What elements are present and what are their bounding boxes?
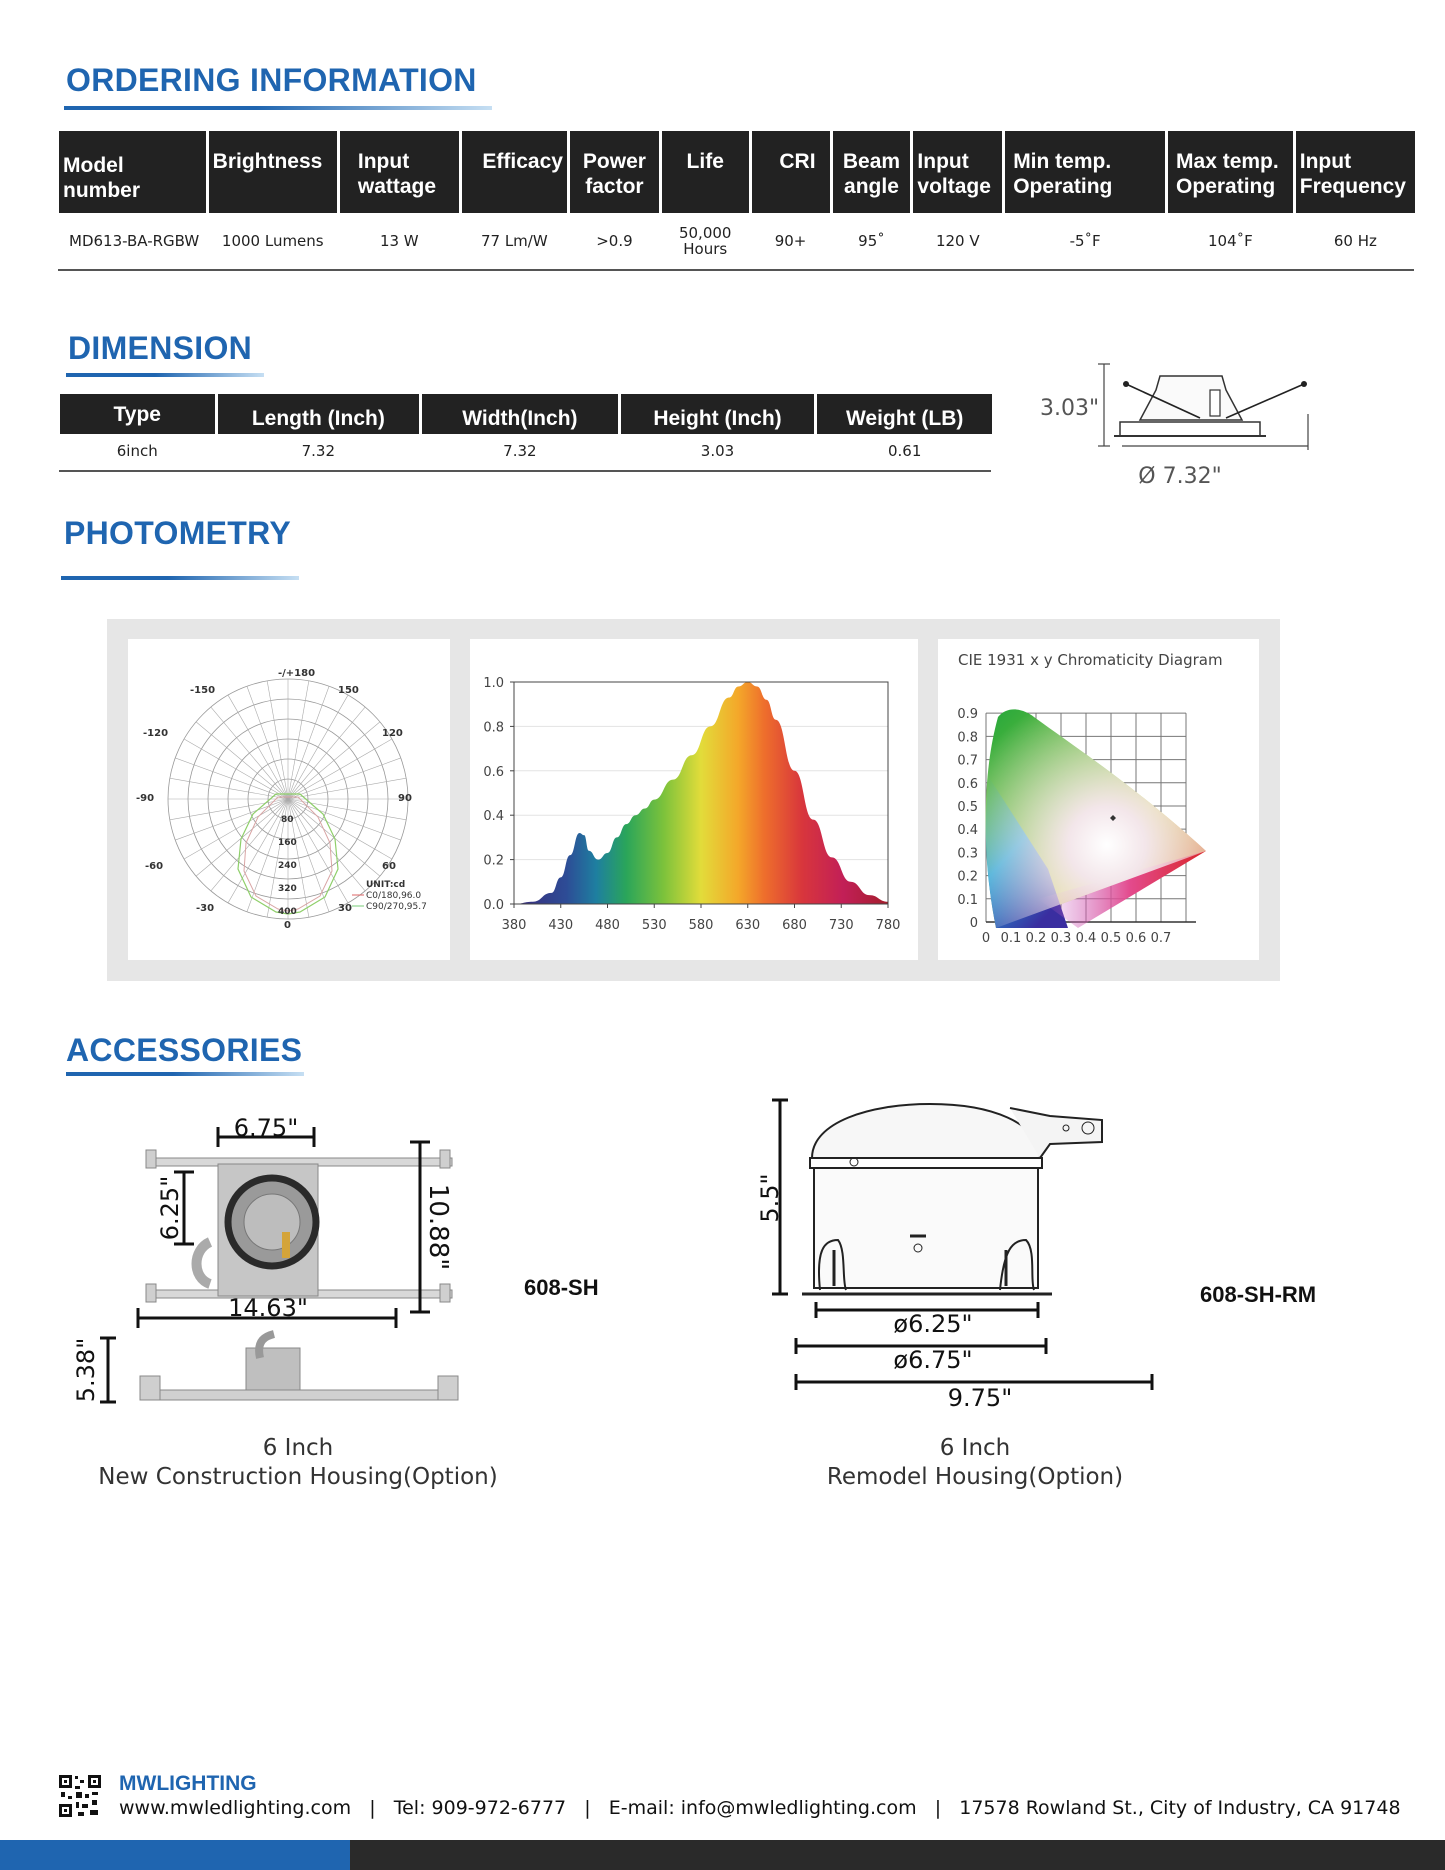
ordering-header-row bbox=[59, 131, 1415, 213]
spectrum-x-tick-label: 480 bbox=[595, 918, 620, 933]
polar-legend-c0: C0/180,96.0 bbox=[366, 891, 422, 901]
cie-panel bbox=[938, 639, 1259, 960]
spectrum-x-tick-label: 780 bbox=[875, 918, 901, 933]
cell-input-frequency: 60 Hz bbox=[1296, 213, 1415, 269]
cie-y-tick-label: 0.5 bbox=[957, 799, 978, 815]
spectrum-y-tick-label: 0.8 bbox=[483, 720, 504, 736]
polar-ring-240: 240 bbox=[278, 861, 297, 871]
dim-header-weight: Weight (LB) bbox=[817, 394, 992, 434]
cie-chromaticity-diagram bbox=[938, 639, 1259, 960]
dim-cell-width: 7.32 bbox=[422, 434, 617, 468]
cell-input-voltage: 120 V bbox=[913, 213, 1002, 269]
spectrum-y-tick-label: 0.6 bbox=[483, 764, 504, 780]
dim-cell-weight: 0.61 bbox=[817, 434, 992, 468]
right-dim-3: 9.75" bbox=[947, 1384, 1013, 1412]
cie-y-tick-label: 0 bbox=[969, 916, 978, 931]
left-dim-depth: 5.38" bbox=[72, 1337, 100, 1403]
dimension-title: DIMENSION bbox=[68, 330, 253, 366]
polar-angle-0: 0 bbox=[284, 920, 291, 931]
spectrum-x-tick-label: 680 bbox=[782, 918, 807, 933]
cie-x-tick-label: 0 bbox=[981, 931, 991, 946]
spectrum-x-tick-label: 530 bbox=[641, 918, 667, 933]
qr-code-icon bbox=[58, 1774, 102, 1818]
cie-y-tick-label: 0.2 bbox=[957, 869, 978, 885]
cie-title: CIE 1931 x y Chromaticity Diagram bbox=[958, 651, 1223, 669]
header-input-wattage: Input wattage bbox=[340, 131, 459, 213]
spectrum-x-tick-label: 580 bbox=[688, 918, 714, 933]
polar-angle-m150: -150 bbox=[190, 685, 216, 696]
ordering-title: ORDERING INFORMATION bbox=[66, 62, 477, 98]
left-dim-height: 10.88" bbox=[423, 1183, 453, 1271]
dimension-data-row bbox=[60, 434, 992, 468]
header-efficacy: Efficacy bbox=[462, 131, 567, 213]
cie-x-tick-label: 0.4 bbox=[1075, 931, 1097, 946]
dimension-bottom-rule bbox=[59, 470, 991, 472]
footer-contact-line: www.mwledlighting.com | Tel: 909-972-6777 | E-mail: info@mwledlighting.com | 17578 Rowland St., City of Industry, CA 91748 bbox=[119, 1797, 1401, 1819]
cell-cri: 90+ bbox=[752, 213, 830, 269]
cie-y-tick-label: 0.6 bbox=[957, 776, 978, 792]
spectral-distribution-chart bbox=[470, 639, 918, 960]
accessories-title: ACCESSORIES bbox=[66, 1032, 303, 1068]
polar-angle-m60: -60 bbox=[145, 861, 164, 872]
polar-angle-m120: -120 bbox=[143, 728, 169, 739]
cie-y-tick-label: 0.4 bbox=[957, 823, 978, 839]
right-dim-1: ø6.25" bbox=[893, 1310, 973, 1338]
photometry-underline bbox=[61, 576, 299, 580]
polar-ring-400: 400 bbox=[278, 907, 297, 917]
cie-y-tick-label: 0.9 bbox=[957, 707, 978, 723]
cell-power-factor: >0.9 bbox=[570, 213, 659, 269]
header-cri: CRI bbox=[752, 131, 830, 213]
header-max-temp: Max temp. Operating bbox=[1168, 131, 1293, 213]
polar-ring-160: 160 bbox=[278, 838, 297, 848]
spectrum-x-tick-label: 630 bbox=[735, 918, 761, 933]
dimension-header-row bbox=[60, 394, 992, 434]
cie-gamut bbox=[986, 709, 1206, 928]
header-input-voltage: Input voltage bbox=[913, 131, 1002, 213]
spectrum-x-tick-label: 430 bbox=[548, 918, 574, 933]
header-beam-angle: Beam angle bbox=[833, 131, 911, 213]
cie-x-tick-label: 0.6 bbox=[1125, 931, 1147, 946]
cie-y-tick-label: 0.3 bbox=[957, 846, 978, 862]
polar-distribution-chart bbox=[128, 639, 450, 960]
accessories-underline bbox=[66, 1072, 304, 1076]
header-life: Life bbox=[662, 131, 749, 213]
dim-header-length: Length (Inch) bbox=[218, 394, 420, 434]
cell-efficacy: 77 Lm/W bbox=[462, 213, 567, 269]
spectrum-y-tick-label: 1.0 bbox=[483, 676, 504, 691]
header-model-number: Model number bbox=[59, 131, 206, 213]
cell-beam-angle: 95˚ bbox=[833, 213, 911, 269]
spectrum-panel bbox=[470, 639, 918, 960]
right-dim-2: ø6.75" bbox=[893, 1346, 973, 1374]
polar-angle-30: 30 bbox=[338, 903, 352, 914]
cie-x-tick-label: 0.1 bbox=[1000, 931, 1022, 946]
footer-brand: MWLIGHTING bbox=[119, 1772, 257, 1795]
cell-min-temp: -5˚F bbox=[1005, 213, 1165, 269]
left-model-label: 608-SH bbox=[524, 1275, 599, 1300]
header-min-temp: Min temp. Operating bbox=[1005, 131, 1165, 213]
dimension-underline bbox=[66, 373, 264, 377]
dim-cell-length: 7.32 bbox=[218, 434, 420, 468]
left-dim-top: 6.75" bbox=[233, 1114, 299, 1142]
cie-y-tick-label: 0.8 bbox=[957, 730, 978, 746]
left-dim-side: 6.25" bbox=[156, 1175, 184, 1241]
right-model-label: 608-SH-RM bbox=[1200, 1282, 1317, 1307]
polar-ring-80: 80 bbox=[281, 815, 294, 825]
cie-x-tick-label: 0.2 bbox=[1025, 931, 1047, 946]
remodel-housing-drawing bbox=[750, 1090, 1170, 1420]
left-caption-size: 6 Inch bbox=[262, 1435, 334, 1461]
cell-max-temp: 104˚F bbox=[1168, 213, 1293, 269]
polar-legend-c90: C90/270,95.7 bbox=[366, 902, 427, 912]
dim-header-width: Width(Inch) bbox=[422, 394, 617, 434]
cie-y-tick-label: 0.1 bbox=[957, 892, 978, 908]
polar-angle-150: 150 bbox=[338, 685, 359, 696]
header-power-factor: Power factor bbox=[570, 131, 659, 213]
cie-x-tick-label: 0.5 bbox=[1100, 931, 1122, 946]
downlight-dimension-drawing bbox=[1040, 360, 1320, 495]
spectrum-x-tick-label: 730 bbox=[828, 918, 854, 933]
cell-model-number: MD613-BA-RGBW bbox=[59, 213, 206, 269]
ordering-data-row bbox=[59, 213, 1415, 269]
left-caption-name: New Construction Housing(Option) bbox=[98, 1464, 498, 1490]
new-construction-housing-drawing bbox=[60, 1100, 540, 1420]
drawing-height-label: 3.03" bbox=[1040, 396, 1100, 421]
ordering-bottom-rule bbox=[58, 269, 1414, 271]
polar-unit: UNIT:cd bbox=[366, 880, 406, 890]
header-brightness: Brightness bbox=[209, 131, 337, 213]
dimension-table bbox=[57, 394, 995, 468]
cell-brightness: 1000 Lumens bbox=[209, 213, 337, 269]
polar-panel bbox=[128, 639, 450, 960]
cie-x-tick-label: 0.3 bbox=[1050, 931, 1072, 946]
polar-ring-320: 320 bbox=[278, 884, 297, 894]
drawing-diameter-label: Ø 7.32" bbox=[1138, 464, 1222, 489]
spectrum-area bbox=[514, 682, 888, 904]
left-dim-width: 14.63" bbox=[228, 1294, 308, 1322]
polar-angle-m30: -30 bbox=[196, 903, 215, 914]
spectrum-x-tick-label: 380 bbox=[501, 918, 527, 933]
ordering-table bbox=[56, 131, 1418, 269]
photometry-title: PHOTOMETRY bbox=[64, 515, 292, 551]
polar-angle-m90: -90 bbox=[136, 793, 155, 804]
right-caption-name: Remodel Housing(Option) bbox=[826, 1464, 1124, 1490]
spectrum-y-tick-label: 0.4 bbox=[483, 809, 504, 825]
right-caption bbox=[780, 1434, 1170, 1492]
dim-cell-type: 6inch bbox=[60, 434, 215, 468]
polar-angle-60: 60 bbox=[382, 861, 396, 872]
polar-angle-120: 120 bbox=[382, 728, 403, 739]
spectrum-y-tick-label: 0.0 bbox=[483, 898, 504, 913]
footer-bar-dark bbox=[350, 1840, 1445, 1870]
right-dim-height: 5.5" bbox=[756, 1173, 784, 1223]
cie-x-tick-label: 0.7 bbox=[1150, 931, 1172, 946]
dim-header-type: Type bbox=[60, 394, 215, 434]
cell-life: 50,000 Hours bbox=[662, 213, 749, 269]
polar-angle-90: 90 bbox=[398, 793, 412, 804]
right-caption-size: 6 Inch bbox=[939, 1435, 1011, 1461]
spectrum-y-tick-label: 0.2 bbox=[483, 853, 504, 869]
cie-y-tick-label: 0.7 bbox=[957, 753, 978, 769]
dim-cell-height: 3.03 bbox=[621, 434, 815, 468]
cell-input-wattage: 13 W bbox=[340, 213, 459, 269]
header-input-frequency: Input Frequency bbox=[1296, 131, 1415, 213]
dim-header-height: Height (Inch) bbox=[621, 394, 815, 434]
footer-bar-blue bbox=[0, 1840, 350, 1870]
ordering-underline bbox=[64, 106, 492, 110]
polar-angle-180: -/+180 bbox=[278, 668, 316, 679]
left-caption bbox=[60, 1434, 536, 1492]
